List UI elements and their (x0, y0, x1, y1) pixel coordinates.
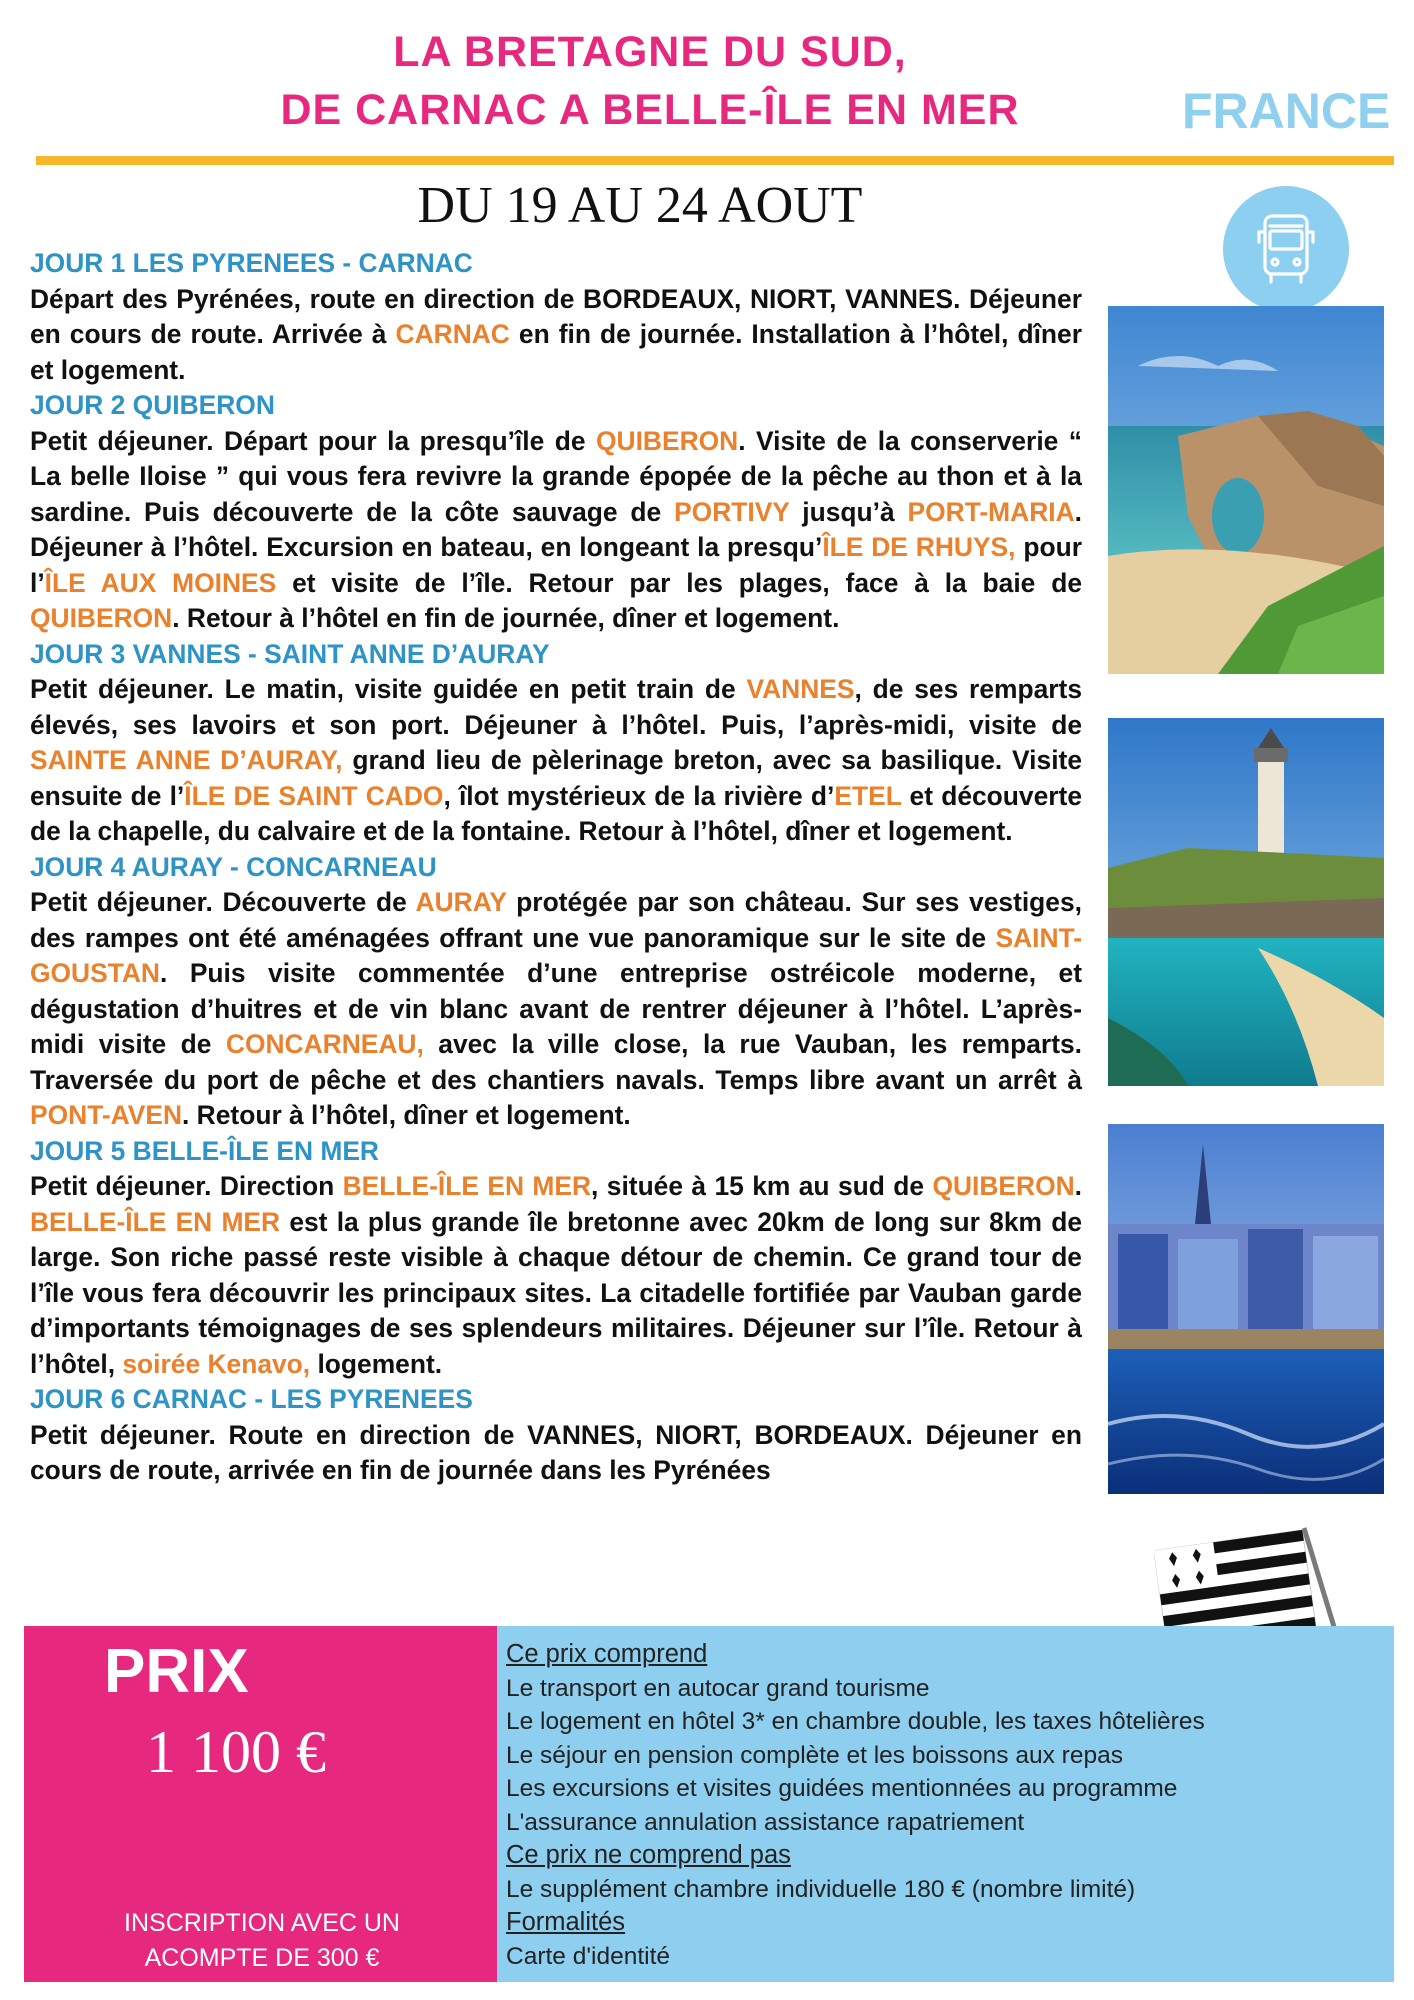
title-line-1: LA BRETAGNE DU SUD, (393, 28, 907, 76)
photo-coastal-arch (1108, 306, 1384, 674)
day-6-heading: JOUR 6 CARNAC - LES PYRENEES (30, 1384, 473, 1414)
title-line-2: DE CARNAC A BELLE-ÎLE EN MER (280, 86, 1020, 134)
price-value: 1 100 € (146, 1719, 326, 1785)
includes-item: Les excursions et visites guidées mentionnées au programme (506, 1775, 1178, 1802)
day-6-text: Petit déjeuner. Route en direction de VANNES, NIORT, BORDEAUX. Déjeuner en cours de route, arrivée en fin de journée dans les Pyrénées (30, 1419, 1082, 1485)
day-4-heading: JOUR 4 AURAY - CONCARNEAU (30, 851, 437, 882)
day-1-text: Départ des Pyrénées, route en direction de BORDEAUX, NIORT, VANNES. Déjeuner en cours de route. Arrivée à CARNAC en fin de journée. Installation à l’hôtel, dîner et logement. (30, 283, 1082, 385)
trip-dates: DU 19 AU 24 AOUT (417, 177, 863, 234)
header-divider (36, 156, 1394, 165)
day-2-heading: JOUR 2 QUIBERON (30, 390, 275, 420)
bus-icon (1223, 186, 1349, 312)
includes-item: Le transport en autocar grand tourisme (506, 1674, 930, 1702)
day-5-text: Petit déjeuner. Direction BELLE-ÎLE EN MER, située à 15 km au sud de QUIBERON. BELLE-ÎLE EN MER est la plus grande île bretonne avec 20km de long sur 8km de large. Son riche passé reste visible à chaque détour de chemin. Ce grand tour de l’île vous fera découvrir les principaux sites. La citadelle fortifiée par Vauban garde d’importants témoignages de ses splendeurs militaires. Déjeuner sur l’île. Retour à l’hôtel, soirée Kenavo, logement. (30, 1171, 1083, 1379)
day-2-text: Petit déjeuner. Départ pour la presqu’île de QUIBERON. Visite de la conserverie “ La belle Iloise ” qui vous fera revivre la grande épopée de la pêche au thon et à la sardine. Puis découverte de la côte sauvage de PORTIVY jusqu’à PORT-MARIA. Déjeuner à l’hôtel. Excursion en bateau, en longeant la presqu’ÎLE DE RHUYS, pour l’ÎLE AUX MOINES et visite de l’île. Retour par les plages, face à la baie de QUIBERON. Retour à l’hôtel en fin de journée, dîner et logement. (30, 425, 1083, 633)
includes-heading: Ce prix comprend (506, 1640, 708, 1668)
price-details (506, 1638, 1366, 1973)
itinerary (30, 246, 1082, 1489)
day-3-heading: JOUR 3 VANNES - SAINT ANNE D’AURAY (30, 638, 550, 669)
includes-item: Le séjour en pension complète et les boissons aux repas (506, 1741, 1123, 1769)
includes-item: Le logement en hôtel 3* en chambre double, les taxes hôtelières (506, 1708, 1205, 1735)
day-3-text: Petit déjeuner. Le matin, visite guidée en petit train de VANNES, de ses remparts élevés, ses lavoirs et son port. Déjeuner à l’hôtel. Puis, l’après-midi, visite de SAINTE ANNE D’AURAY, grand lieu de pèlerinage breton, avec sa basilique. Visite ensuite de l’ÎLE DE SAINT CADO, îlot mystérieux de la rivière d’ETEL et découverte de la chapelle, du calvaire et de la fontaine. Retour à l’hôtel, dîner et logement. (30, 674, 1083, 846)
excludes-item: Le supplément chambre individuelle 180 € (nombre limité) (506, 1875, 1136, 1903)
formalities-heading: Formalités (506, 1908, 626, 1936)
includes-item: L'assurance annulation assistance rapatriement (506, 1808, 1025, 1836)
photo-harbor-town (1108, 1124, 1384, 1494)
country-label: FRANCE (1182, 83, 1391, 139)
day-1-heading: JOUR 1 LES PYRENEES - CARNAC (30, 248, 473, 278)
formalities-item: Carte d'identité (506, 1942, 671, 1970)
excludes-heading: Ce prix ne comprend pas (506, 1841, 791, 1869)
day-4-text: Petit déjeuner. Découverte de AURAY protégée par son château. Sur ses vestiges, des rampes ont été aménagées offrant une vue panoramique sur le site de SAINT-GOUSTAN. Puis visite commentée d’une entreprise ostréicole moderne, et dégustation d’huitres et de vin blanc avant de rentrer déjeuner à l’hôtel. L’après-midi visite de CONCARNEAU, avec la ville close, la rue Vauban, les remparts. Traversée du port de pêche et des chantiers navals. Temps libre avant un arrêt à PONT-AVEN. Retour à l’hôtel, dîner et logement. (30, 887, 1082, 1130)
deposit-note: INSCRIPTION AVEC UN ACOMPTE DE 300 € (124, 1909, 400, 1972)
price-label: PRIX (104, 1637, 249, 1706)
day-5-heading: JOUR 5 BELLE-ÎLE EN MER (30, 1135, 379, 1166)
photo-lighthouse (1108, 718, 1384, 1086)
